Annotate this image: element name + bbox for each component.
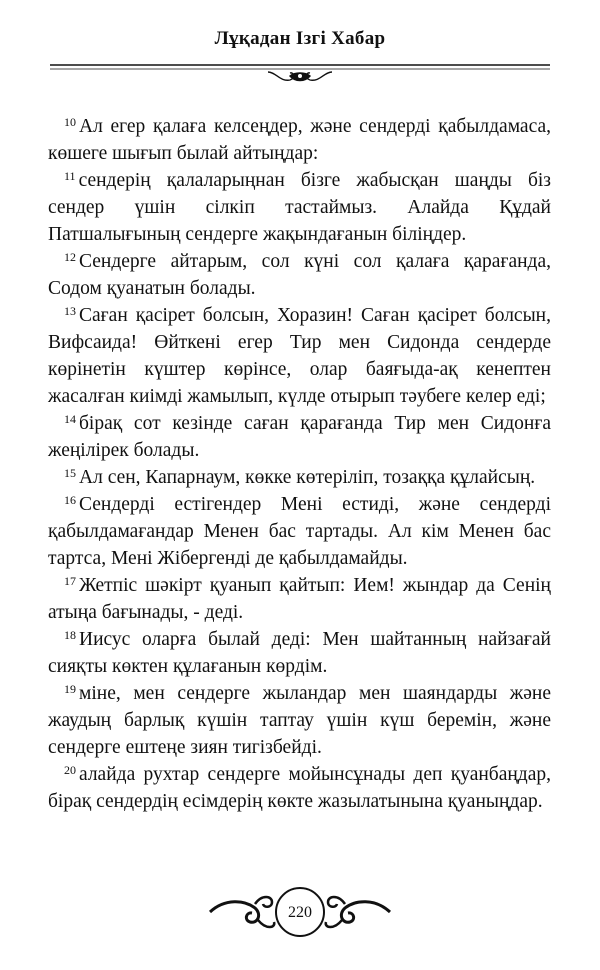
verse-text: Иисус оларға былай деді: Мен шайтанның найзағай сияқты көктен құлағанын көрдім. — [48, 629, 551, 677]
verse-text: бірақ сот кезінде саған қарағанда Тир мен Сидонға жеңілірек болады. — [48, 413, 551, 461]
verse-text: Жетпіс шәкірт қуанып қайтып: Ием! жындар да Сенің атыңа бағынады, - деді. — [48, 575, 551, 623]
verse-text: міне, мен сендерге жыландар мен шаяндарды және жаудың барлық күшін таптау үшін күш беремін, және сендерге ештеңе зиян тигізбейді. — [48, 683, 551, 758]
verse-20 — [48, 761, 551, 815]
verse-number: 14 — [64, 412, 76, 426]
verse-number: 13 — [64, 304, 76, 318]
chapter-text — [48, 113, 551, 815]
verse-14 — [48, 410, 551, 464]
verse-number: 18 — [64, 628, 76, 642]
verse-text: Ал сен, Капарнаум, көкке көтеріліп, тозаққа құлайсың. — [79, 467, 536, 488]
verse-number: 10 — [64, 115, 76, 129]
verse-text: Саған қасірет болсын, Хоразин! Саған қасірет болсын, Вифсаида! Өйткені егер Тир мен Сидонда сендерде көрінетін күштер көрінсе, олар баяғыда-ақ кенептен жасалған киімді жамылып, күлде отырып тәубеге келер еді; — [48, 305, 551, 407]
verse-11 — [48, 167, 551, 248]
verse-13 — [48, 302, 551, 410]
verse-number: 15 — [64, 466, 76, 480]
verse-17 — [48, 572, 551, 626]
running-header: Лұқадан Ізгі Хабар — [214, 28, 386, 49]
header-ornament-rule — [50, 62, 550, 86]
verse-19 — [48, 680, 551, 761]
verse-number: 17 — [64, 574, 76, 588]
verse-number: 11 — [64, 169, 76, 183]
page-number: 220 — [288, 904, 312, 921]
verse-18 — [48, 626, 551, 680]
verse-15 — [48, 464, 551, 491]
verse-number: 16 — [64, 493, 76, 507]
verse-text: Ал егер қалаға келсеңдер, және сендерді қабылдамаса, көшеге шығып былай айтыңдар: — [48, 116, 551, 164]
verse-text: Сендерге айтарым, сол күні сол қалаға қарағанда, Содом қуанатын болады. — [48, 251, 551, 299]
verse-16 — [48, 491, 551, 572]
verse-10 — [48, 113, 551, 167]
verse-text: Сендерді естігендер Мені естиді, және сендерді қабылдамағандар Менен бас тартады. Ал кім Менен бас тартса, Мені Жібергенді де қабылдамайды. — [48, 494, 551, 569]
verse-number: 20 — [64, 763, 76, 777]
flourish-icon — [268, 72, 332, 81]
verse-number: 19 — [64, 682, 76, 696]
verse-text: алайда рухтар сендерге мойынсұнады деп қуанбаңдар, бірақ сендердің есімдерің көкте жазылатынына қуаныңдар. — [48, 764, 551, 812]
verse-text: сендерің қалаларыңнан бізге жабысқан шаңды біз сендер үшін сілкіп тастаймыз. Алайда Құдай Патшалығының сендерге жақындағанын біліңдер. — [48, 170, 551, 245]
verse-number: 12 — [64, 250, 76, 264]
verse-12 — [48, 248, 551, 302]
